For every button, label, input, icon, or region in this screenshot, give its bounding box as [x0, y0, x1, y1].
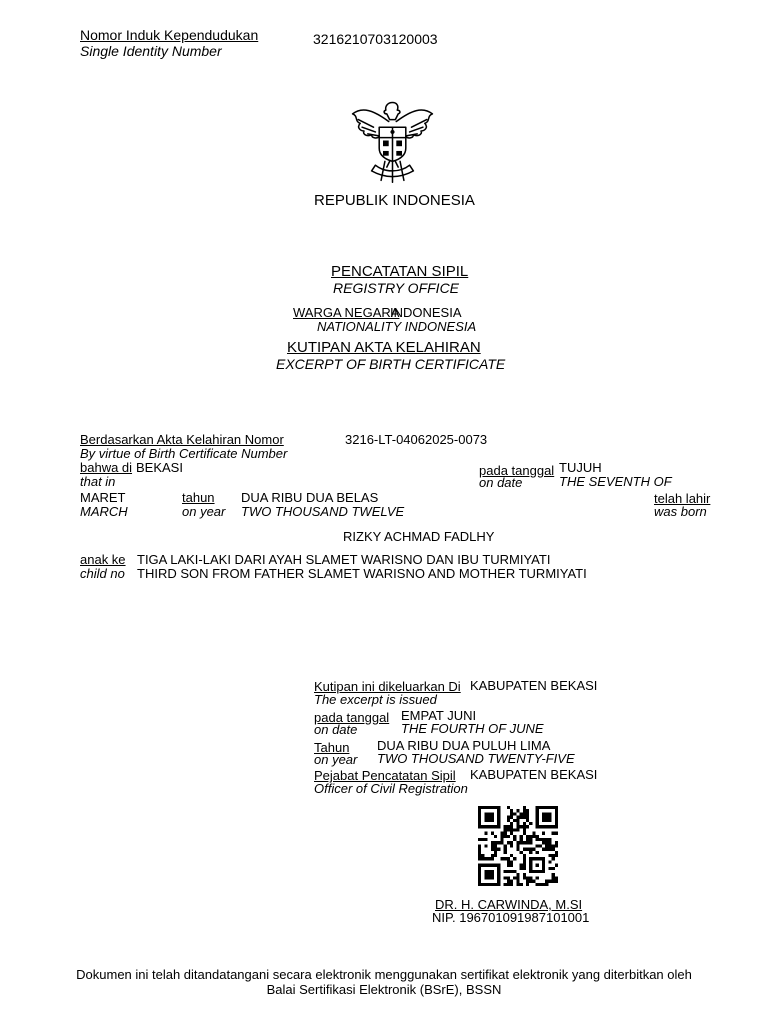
officer-name: DR. H. CARWINDA, M.SI: [435, 897, 583, 912]
child-order-value-en: THIRD SON FROM FATHER SLAMET WARISNO AND MOTHER TURMIYATI: [137, 566, 587, 581]
birth-date-value: TUJUH: [559, 460, 602, 475]
child-order-label: anak ke: [80, 552, 126, 567]
issued-year-label-en: on year: [314, 752, 358, 767]
place-label: bahwa di: [80, 460, 133, 475]
issued-year-value-en: TWO THOUSAND TWENTY-FIVE: [377, 751, 575, 766]
office-title: PENCATATAN SIPIL: [331, 263, 469, 280]
born-label-en: was born: [654, 504, 707, 519]
nik-value: 3216210703120003: [313, 31, 438, 47]
basis-label-en: By virtue of Birth Certificate Number: [80, 446, 288, 461]
issued-year-value: DUA RIBU DUA PULUH LIMA: [377, 738, 551, 753]
child-order-label-en: child no: [80, 566, 125, 581]
footer-line-2: Balai Sertifikasi Elektronik (BSrE), BSSN: [266, 982, 502, 997]
issued-date-label: pada tanggal: [314, 710, 390, 725]
birth-year-label: tahun: [182, 490, 215, 505]
issued-date-value: EMPAT JUNI: [401, 708, 477, 723]
birth-date-label: pada tanggal: [479, 463, 555, 478]
footer-line-1: Dokumen ini telah ditandatangani secara elektronik menggunakan sertifikat elektronik yang diterbitkan oleh: [76, 967, 692, 982]
birth-year-value: DUA RIBU DUA BELAS: [241, 490, 379, 505]
nationality-value: INDONESIA: [390, 305, 462, 320]
birth-month: MARET: [80, 490, 126, 505]
nik-label: Nomor Induk Kependudukan: [80, 27, 259, 43]
birth-date-value-en: THE SEVENTH OF: [559, 474, 672, 489]
issued-value: KABUPATEN BEKASI: [470, 678, 598, 693]
born-label: telah lahir: [654, 491, 711, 506]
issued-year-label: Tahun: [314, 740, 350, 755]
officer-nip: NIP. 196701091987101001: [432, 910, 590, 925]
office-title-en: REGISTRY OFFICE: [333, 280, 460, 296]
issued-date-value-en: THE FOURTH OF JUNE: [401, 721, 544, 736]
child-order-value: TIGA LAKI-LAKI DARI AYAH SLAMET WARISNO DAN IBU TURMIYATI: [137, 552, 551, 567]
qr-code-icon: [478, 806, 558, 886]
doc-title: KUTIPAN AKTA KELAHIRAN: [287, 339, 481, 356]
nik-label-en: Single Identity Number: [80, 43, 222, 59]
basis-number: 3216-LT-04062025-0073: [345, 432, 488, 447]
nationality-label: WARGA NEGARA: [293, 305, 400, 320]
issued-label: Kutipan ini dikeluarkan Di: [314, 679, 461, 694]
issued-label-en: The excerpt is issued: [314, 692, 437, 707]
nationality-en: NATIONALITY INDONESIA: [317, 319, 477, 334]
officer-label: Pejabat Pencatatan Sipil: [314, 768, 456, 783]
place-value: BEKASI: [136, 460, 183, 475]
place-label-en: that in: [80, 474, 116, 489]
birth-date-label-en: on date: [479, 475, 523, 490]
issued-date-label-en: on date: [314, 722, 358, 737]
officer-value: KABUPATEN BEKASI: [470, 767, 598, 782]
officer-label-en: Officer of Civil Registration: [314, 781, 468, 796]
birth-year-value-en: TWO THOUSAND TWELVE: [241, 504, 405, 519]
doc-title-en: EXCERPT OF BIRTH CERTIFICATE: [276, 356, 506, 372]
birth-month-en: MARCH: [80, 504, 128, 519]
birth-year-label-en: on year: [182, 504, 226, 519]
country-title: REPUBLIK INDONESIA: [314, 192, 475, 209]
garuda-emblem-icon: [345, 93, 440, 188]
child-name: RIZKY ACHMAD FADLHY: [343, 529, 495, 544]
basis-label: Berdasarkan Akta Kelahiran Nomor: [80, 432, 284, 447]
